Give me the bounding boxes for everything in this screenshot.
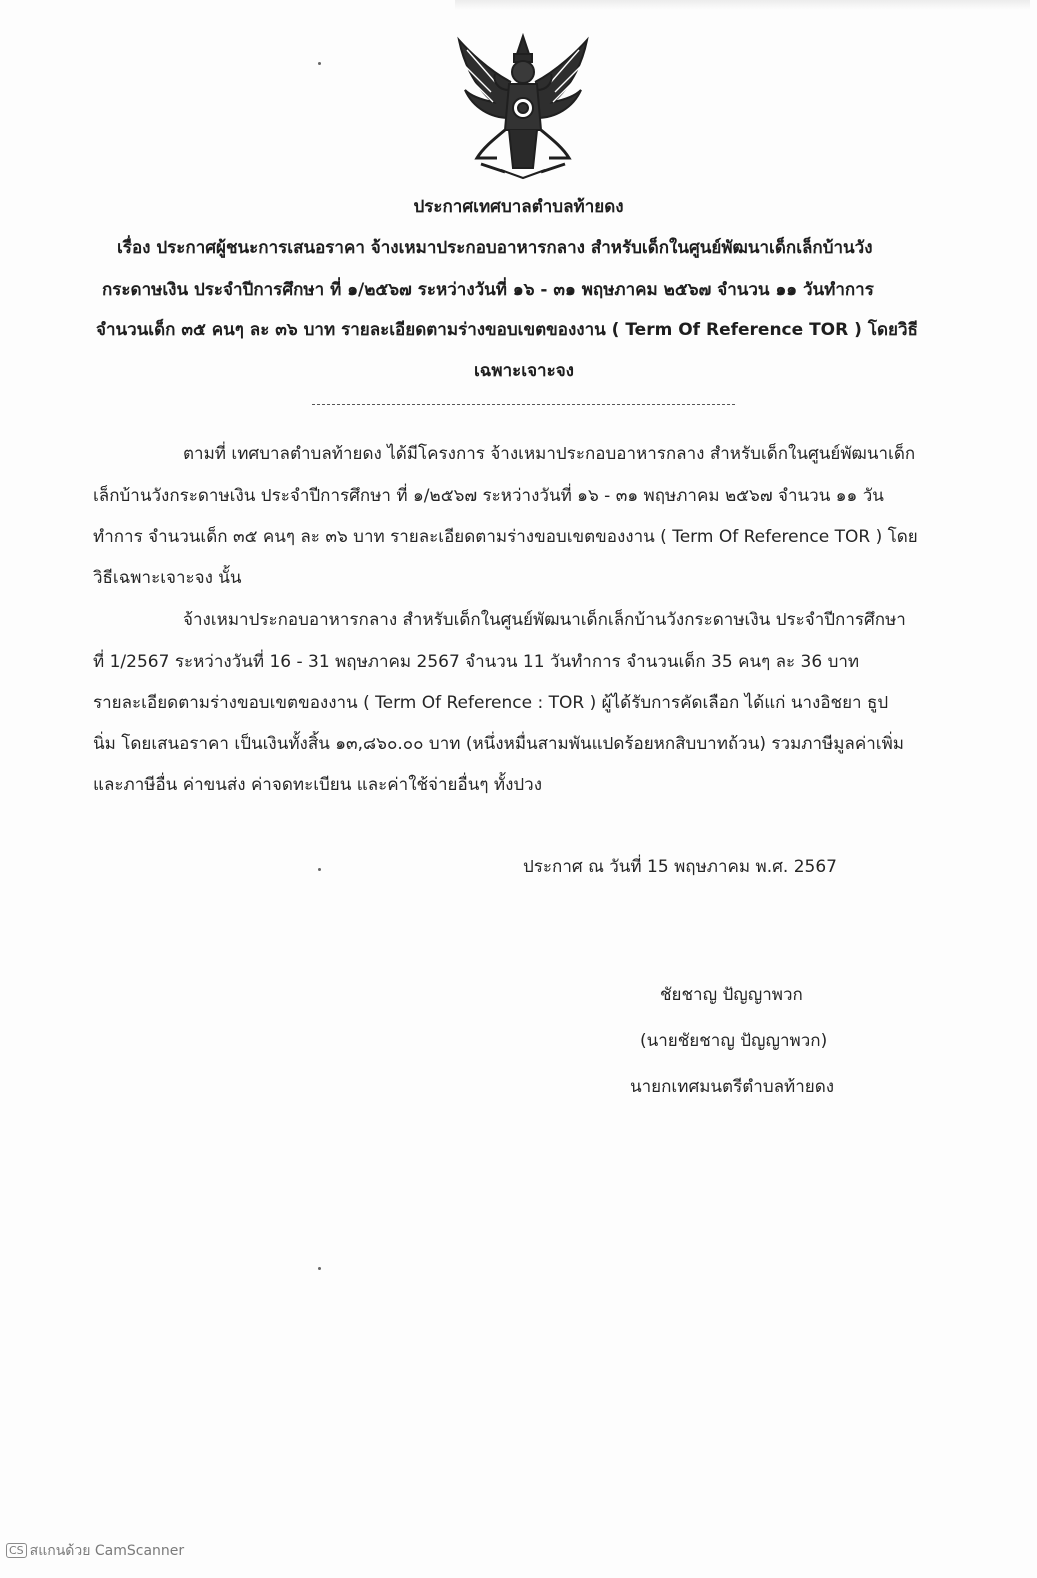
paragraph1-line-3: ทำการ จำนวนเด็ก ๓๕ คนๆ ละ ๓๖ บาท รายละเอียดตามร่างขอบเขตของงาน ( Term Of Reference TOR ) โดย [93, 527, 918, 547]
paragraph2-line-1: จ้างเหมาประกอบอาหารกลาง สำหรับเด็กในศูนย์พัฒนาเด็กเล็กบ้านวังกระดาษเงิน ประจำปีการศึกษา [183, 610, 906, 630]
subject-line-1: เรื่อง ประกาศผู้ชนะการเสนอราคา จ้างเหมาประกอบอาหารกลาง สำหรับเด็กในศูนย์พัฒนาเด็กเล็กบ้านวัง [117, 238, 873, 258]
scan-speck [318, 868, 321, 871]
paragraph1-line-4: วิธีเฉพาะเจาะจง นั้น [93, 568, 242, 588]
paragraph2-line-3: รายละเอียดตามร่างขอบเขตของงาน ( Term Of Reference : TOR ) ผู้ได้รับการคัดเลือก ได้แก่ นางอิชยา ธูป [93, 693, 889, 713]
signatory-full-name: (นายชัยชาญ ปัญญาพวก) [640, 1031, 828, 1051]
announce-date: ประกาศ ณ วันที่ 15 พฤษภาคม พ.ศ. 2567 [523, 857, 837, 877]
paragraph2-line-2: ที่ 1/2567 ระหว่างวันที่ 16 - 31 พฤษภาคม 2567 จำนวน 11 วันทำการ จำนวนเด็ก 35 คนๆ ละ 36 บาท [93, 652, 860, 672]
subject-line-4: เฉพาะเจาะจง [474, 361, 574, 381]
signatory-position: นายกเทศมนตรีตำบลท้ายดง [630, 1077, 835, 1097]
scan-bleed-through [455, 0, 1030, 10]
section-divider [312, 404, 735, 405]
paragraph2-line-5: และภาษีอื่น ค่าขนส่ง ค่าจดทะเบียน และค่าใช้จ่ายอื่นๆ ทั้งปวง [93, 775, 543, 795]
camscanner-text: สแกนด้วย CamScanner [29, 1543, 185, 1559]
paragraph1-line-1: ตามที่ เทศบาลตำบลท้ายดง ได้มีโครงการ จ้างเหมาประกอบอาหารกลาง สำหรับเด็กในศูนย์พัฒนาเด็ก [183, 444, 916, 464]
signed-name: ชัยชาญ ปัญญาพวก [660, 985, 803, 1005]
subject-line-2: กระดาษเงิน ประจำปีการศึกษา ที่ ๑/๒๕๖๗ ระหว่างวันที่ ๑๖ - ๓๑ พฤษภาคม ๒๕๖๗ จำนวน ๑๑ วันทำการ [102, 280, 874, 300]
page-title: ประกาศเทศบาลตำบลท้ายดง [413, 197, 624, 217]
scan-speck [318, 62, 321, 65]
subject-line-3: จำนวนเด็ก ๓๕ คนๆ ละ ๓๖ บาท รายละเอียดตามร่างขอบเขตของงาน ( Term Of Reference TOR ) โดยวิธี [96, 320, 918, 340]
scan-speck [318, 1267, 321, 1270]
garuda-emblem-icon [453, 30, 593, 180]
paragraph1-line-2: เล็กบ้านวังกระดาษเงิน ประจำปีการศึกษา ที่ ๑/๒๕๖๗ ระหว่างวันที่ ๑๖ - ๓๑ พฤษภาคม ๒๕๖๗ จำนวน ๑๑ วัน [93, 486, 884, 506]
paragraph2-line-4: นิ่ม โดยเสนอราคา เป็นเงินทั้งสิ้น ๑๓,๘๖๐.๐๐ บาท (หนึ่งหมื่นสามพันแปดร้อยหกสิบบาทถ้วน) รวมภาษีมูลค่าเพิ่ม [93, 734, 904, 754]
camscanner-badge: CS [6, 1543, 27, 1558]
camscanner-watermark [6, 1540, 184, 1562]
